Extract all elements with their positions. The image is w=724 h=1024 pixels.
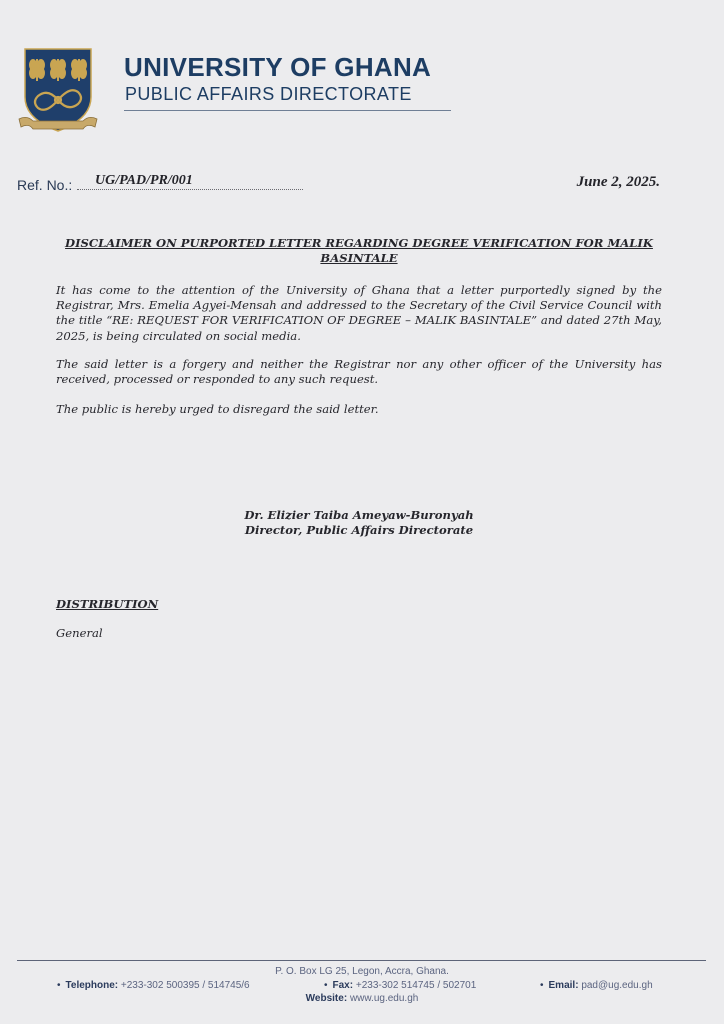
reference-label: Ref. No.: <box>17 177 73 193</box>
footer-address: P. O. Box LG 25, Legon, Accra, Ghana. <box>275 966 449 977</box>
department-name: PUBLIC AFFAIRS DIRECTORATE <box>125 84 412 104</box>
telephone-label: Telephone: <box>65 980 119 991</box>
fax-value: +233-302 514745 / 502701 <box>355 980 477 991</box>
website-link[interactable]: www.ug.edu.gh <box>349 993 419 1004</box>
organization-name: UNIVERSITY OF GHANA <box>124 52 432 82</box>
reference-number: UG/PAD/PR/001 <box>95 173 193 188</box>
email-label: Email: <box>548 980 579 991</box>
body-paragraph: The public is hereby urged to disregard the said letter. <box>56 402 379 416</box>
letter-subject: DISCLAIMER ON PURPORTED LETTER REGARDING DEGREE VERIFICATION FOR MALIK BASINTALE <box>65 236 653 265</box>
bullet-icon: • <box>540 980 544 991</box>
bullet-icon: • <box>324 980 328 991</box>
body-paragraph: It has come to the attention of the University of Ghana that a letter purportedly signed by the Registrar, Mrs. Emelia Agyei-Mensah and addressed to the Secretary of the Civil Service Council with the title “RE: REQUEST FOR VERIFICATION OF DEGREE – MALIK BASINTALE” and dated 27th May, 2025, is being circulated on social media. <box>56 283 662 343</box>
telephone-value: +233-302 500395 / 514745/6 <box>120 980 250 991</box>
footer-divider <box>17 960 706 961</box>
website-label: Website: <box>305 993 348 1004</box>
footer-telephone <box>57 980 250 991</box>
email-link[interactable]: pad@ug.edu.gh <box>581 980 653 991</box>
letterhead-divider <box>124 110 451 111</box>
body-paragraph: The said letter is a forgery and neither the Registrar nor any other officer of the University has received, processed or responded to any such request. <box>56 357 662 387</box>
footer-website <box>0 993 724 1004</box>
signatory-name: Dr. Elizier Taiba Ameyaw-Buronyah <box>244 508 474 522</box>
footer-fax <box>324 980 476 991</box>
distribution-value: General <box>56 626 103 640</box>
bullet-icon: • <box>57 980 61 991</box>
footer-email <box>540 980 653 991</box>
fax-label: Fax: <box>332 980 354 991</box>
distribution-heading: DISTRIBUTION <box>56 597 159 611</box>
university-crest-logo <box>17 45 99 137</box>
signatory-title: Director, Public Affairs Directorate <box>244 523 474 537</box>
letter-date: June 2, 2025. <box>576 174 660 190</box>
